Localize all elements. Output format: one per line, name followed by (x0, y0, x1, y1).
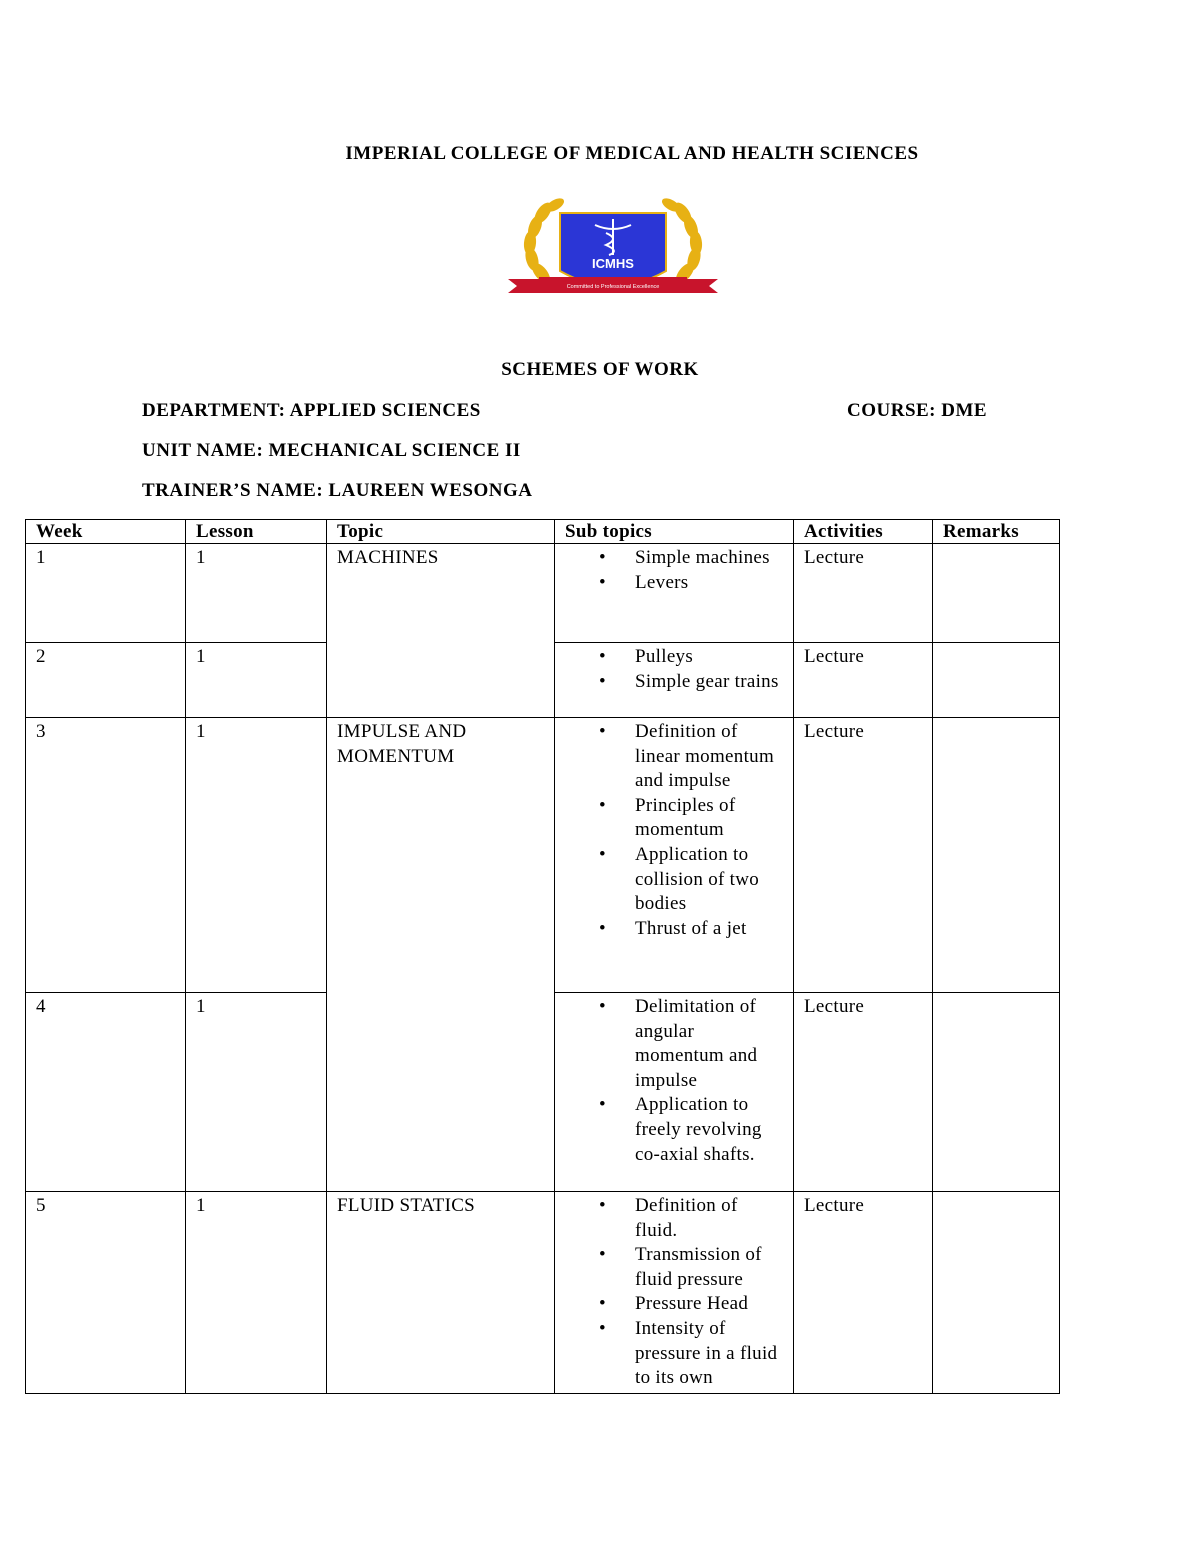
lesson-cell: 1 (186, 544, 327, 643)
activity-cell: Lecture (794, 544, 933, 643)
ribbon-right-tail (683, 279, 718, 293)
subtopic-item: • Levers (635, 571, 783, 596)
college-title: IMPERIAL COLLEGE OF MEDICAL AND HEALTH SCIENCES (345, 143, 919, 164)
subtopic-item: • Thrust of a jet (635, 917, 783, 942)
trainer-name-label: TRAINER’S NAME: LAUREEN WESONGA (142, 480, 533, 501)
remarks-cell (933, 718, 1060, 993)
col-header-subtopics: Sub topics (555, 520, 794, 544)
subtopic-item: • Pulleys (635, 645, 783, 670)
col-header-topic: Topic (327, 520, 555, 544)
topic-cell: FLUID STATICS (327, 1192, 555, 1394)
logo-motto: Committed to Professional Excellence (566, 284, 660, 290)
activity-cell: Lecture (794, 718, 933, 993)
week-cell: 3 (26, 718, 186, 993)
remarks-cell (933, 643, 1060, 718)
subtopics-cell (555, 718, 794, 993)
subtopic-item: • Transmission of fluid pressure (635, 1243, 783, 1292)
week-cell: 1 (26, 544, 186, 643)
subtopics-cell (555, 993, 794, 1192)
scheme-table (25, 519, 1060, 1394)
week-cell: 5 (26, 1192, 186, 1394)
unit-name-label: UNIT NAME: MECHANICAL SCIENCE II (142, 440, 521, 461)
col-header-lesson: Lesson (186, 520, 327, 544)
col-header-activities: Activities (794, 520, 933, 544)
lesson-cell: 1 (186, 1192, 327, 1394)
remarks-cell (933, 993, 1060, 1192)
activity-cell: Lecture (794, 643, 933, 718)
week-cell: 2 (26, 643, 186, 718)
subtopic-item: • Intensity of pressure in a fluid to its own (635, 1317, 783, 1391)
topic-cell: MACHINES (327, 544, 555, 718)
subtopics-cell (555, 544, 794, 643)
subtopic-item: • Pressure Head (635, 1292, 783, 1317)
table-header-row (26, 520, 1060, 544)
logo-text: ICMHS (592, 256, 634, 271)
subtopic-item: • Simple machines (635, 546, 783, 571)
subtopic-item: • Application to freely revolving co-axial shafts. (635, 1093, 783, 1167)
lesson-cell: 1 (186, 718, 327, 993)
department-label: DEPARTMENT: APPLIED SCIENCES (142, 400, 481, 421)
lesson-cell: 1 (186, 643, 327, 718)
course-label: COURSE: DME (847, 400, 988, 421)
remarks-cell (933, 544, 1060, 643)
topic-cell: IMPULSE AND MOMENTUM (327, 718, 555, 1192)
subtopic-item: • Delimitation of angular momentum and impulse (635, 995, 783, 1093)
activity-cell: Lecture (794, 993, 933, 1192)
ribbon-left-tail (508, 279, 543, 293)
table-row (26, 1192, 1060, 1394)
activity-cell: Lecture (794, 1192, 933, 1394)
subtopic-item: • Simple gear trains (635, 670, 783, 695)
document-title: SCHEMES OF WORK (501, 359, 699, 380)
table-row (26, 718, 1060, 993)
lesson-cell: 1 (186, 993, 327, 1192)
subtopic-item: • Definition of fluid. (635, 1194, 783, 1243)
subtopic-item: • Application to collision of two bodies (635, 843, 783, 917)
subtopic-item: • Definition of linear momentum and impulse (635, 720, 783, 794)
subtopic-item: • Principles of momentum (635, 794, 783, 843)
subtopics-cell (555, 1192, 794, 1394)
table-row (26, 544, 1060, 643)
remarks-cell (933, 1192, 1060, 1394)
col-header-week: Week (26, 520, 186, 544)
week-cell: 4 (26, 993, 186, 1192)
college-logo (503, 193, 723, 308)
subtopics-cell (555, 643, 794, 718)
col-header-remarks: Remarks (933, 520, 1060, 544)
